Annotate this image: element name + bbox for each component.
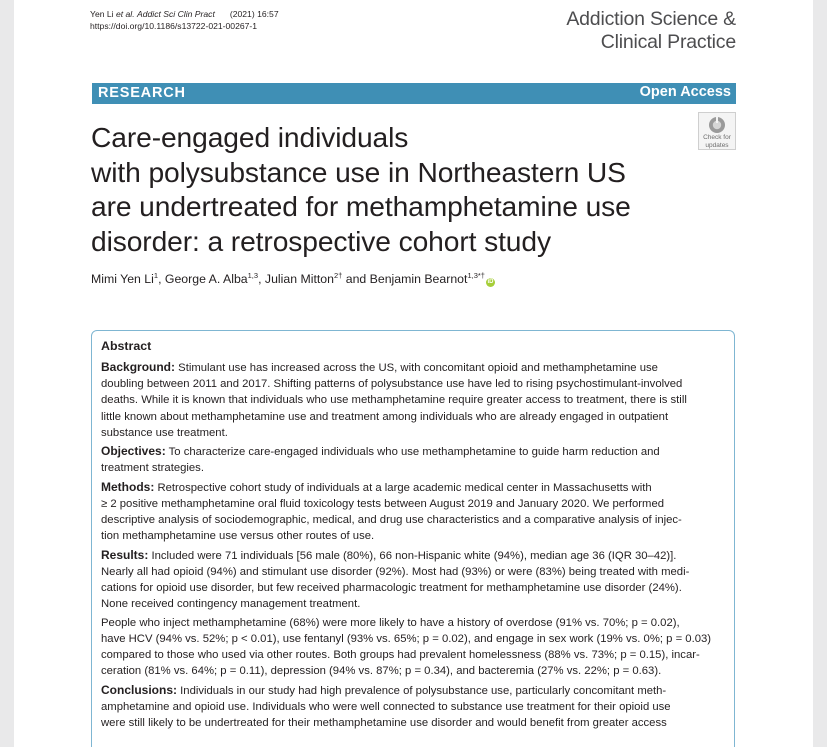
text-line: were still likely to be undertreated for their methamphetamine use disorder and would benefit from greater access (101, 717, 667, 730)
text-line: compared to those who used via other routes. Both groups had prevalent homelessness (88% vs. 73%; p = 0.15), incar- (101, 649, 700, 662)
author-separator: and (342, 272, 370, 286)
journal-name (566, 8, 736, 54)
text-line: ≥ 2 positive methamphetamine oral fluid toxicology tests between August 2019 and January 2020. We performed (101, 498, 665, 510)
background-label: Background: (101, 360, 176, 374)
badge-text-2: updates (705, 141, 729, 149)
text-line: Stimulant use has increased across the US, with concomitant opioid and methamphetamine use (175, 362, 658, 374)
author-list (91, 272, 495, 287)
open-access-label: Open Access (639, 84, 731, 100)
conclusions-label: Conclusions: (101, 682, 178, 697)
background-paragraph (101, 359, 724, 441)
paper-page (14, 0, 813, 747)
text-line: little known about methamphetamine use and treatment among individuals who are already engaged in outpatient (101, 410, 669, 423)
text-line: descriptive analysis of sociodemographic, medical, and drug use characteristics and a comparative analysis of injec- (101, 514, 682, 527)
text-line: Nearly all had opioid (94%) and stimulant use disorder (92%). Most had (93%) or were (83%) being treated with medi- (101, 566, 690, 578)
text-line: None received contingency management treatment. (101, 598, 361, 611)
doi-link[interactable]: https://doi.org/10.1186/s13722-021-00267-1 (90, 21, 258, 31)
citation-year: (2021) 16:57 (229, 9, 279, 19)
author-name[interactable]: Mimi Yen Li (91, 272, 154, 286)
methods-label: Methods: (101, 479, 155, 494)
methods-paragraph (101, 479, 724, 545)
author-separator: , (258, 272, 265, 286)
conclusions-paragraph (101, 682, 724, 732)
author-name[interactable]: George A. Alba (164, 272, 248, 286)
objectives-label: Objectives: (101, 444, 166, 459)
text-line: deaths. While it is known that individuals who use methamphetamine require greater access to treatment, there is still (101, 394, 687, 407)
title-line: are undertreated for methamphetamine use (91, 190, 631, 222)
title-line: disorder: a retrospective cohort study (91, 224, 551, 257)
text-line: substance use treatment. (101, 426, 228, 439)
text-line: Included were 71 individuals [56 male (80%), 66 non-Hispanic white (94%), median age 36 (IQR 30–42)]. (148, 549, 677, 562)
objectives-paragraph (101, 443, 724, 476)
abstract-heading: Abstract (101, 339, 152, 353)
author-affiliation: 1,3*† (467, 271, 485, 280)
section-label: RESEARCH (98, 85, 186, 101)
text-line: have HCV (94% vs. 52%; p < 0.01), use fentanyl (93% vs. 65%; p = 0.02), and engage in sex work (19% vs. 0%; p = 0.03) (101, 633, 712, 645)
citation-journal: Addict Sci Clin Pract (137, 9, 215, 19)
citation-et-al: et al. (115, 9, 135, 19)
results-paragraph (101, 547, 724, 613)
journal-name-line-2: Clinical Practice (600, 31, 736, 53)
text-line: To characterize care-engaged individuals who use methamphetamine to guide harm reduction and (165, 446, 660, 459)
journal-name-line-1: Addiction Science & (566, 8, 736, 30)
author-name[interactable]: Benjamin Bearnot (369, 272, 468, 286)
badge-text-1: Check for (703, 134, 731, 141)
author-affiliation: 2† (333, 271, 343, 280)
citation-authors: Yen Li (90, 9, 116, 19)
text-line: tion methamphetamine use versus other routes of use. (101, 530, 375, 543)
title-line: Care-engaged individuals (91, 121, 409, 153)
text-line: doubling between 2011 and 2017. Shifting patterns of polysubstance use have led to rising psychostimulant-involved (101, 378, 683, 391)
text-line: ceration (81% vs. 64%; p = 0.11), depression (94% vs. 87%; p = 0.34), and bacteremia (27% vs. 22%; p = 0.63). (101, 665, 662, 678)
text-line: Individuals in our study had high prevalence of polysubstance use, particularly concomitant meth- (177, 684, 667, 697)
text-line: People who inject methamphetamine (68%) were more likely to have a history of overdose (91% vs. 70%; p = 0.02), (101, 616, 680, 629)
orcid-icon[interactable]: iD (487, 279, 494, 285)
author-name[interactable]: Julian Mitton (264, 272, 334, 286)
paper-title (91, 120, 711, 258)
text-line: amphetamine and opioid use. Individuals who were well connected to substance use treatment for their opioid use (101, 701, 671, 713)
author-affiliation: 1,3 (247, 271, 259, 280)
text-line: cations for opioid use disorder, but few received pharmacologic treatment for methamphetamine use disorder (24%). (101, 582, 682, 595)
title-line: with polysubstance use in Northeastern US (91, 155, 626, 188)
author-separator: , (158, 272, 165, 286)
text-line: treatment strategies. (101, 462, 204, 475)
text-line: Retrospective cohort study of individuals at a large academic medical center in Massachusetts with (154, 481, 652, 494)
citation-header (90, 8, 279, 32)
results-paragraph-2 (101, 615, 724, 680)
results-label: Results: (101, 547, 149, 562)
abstract-box (91, 330, 735, 747)
author-affiliation: 1 (153, 271, 159, 280)
section-bar (92, 83, 736, 104)
